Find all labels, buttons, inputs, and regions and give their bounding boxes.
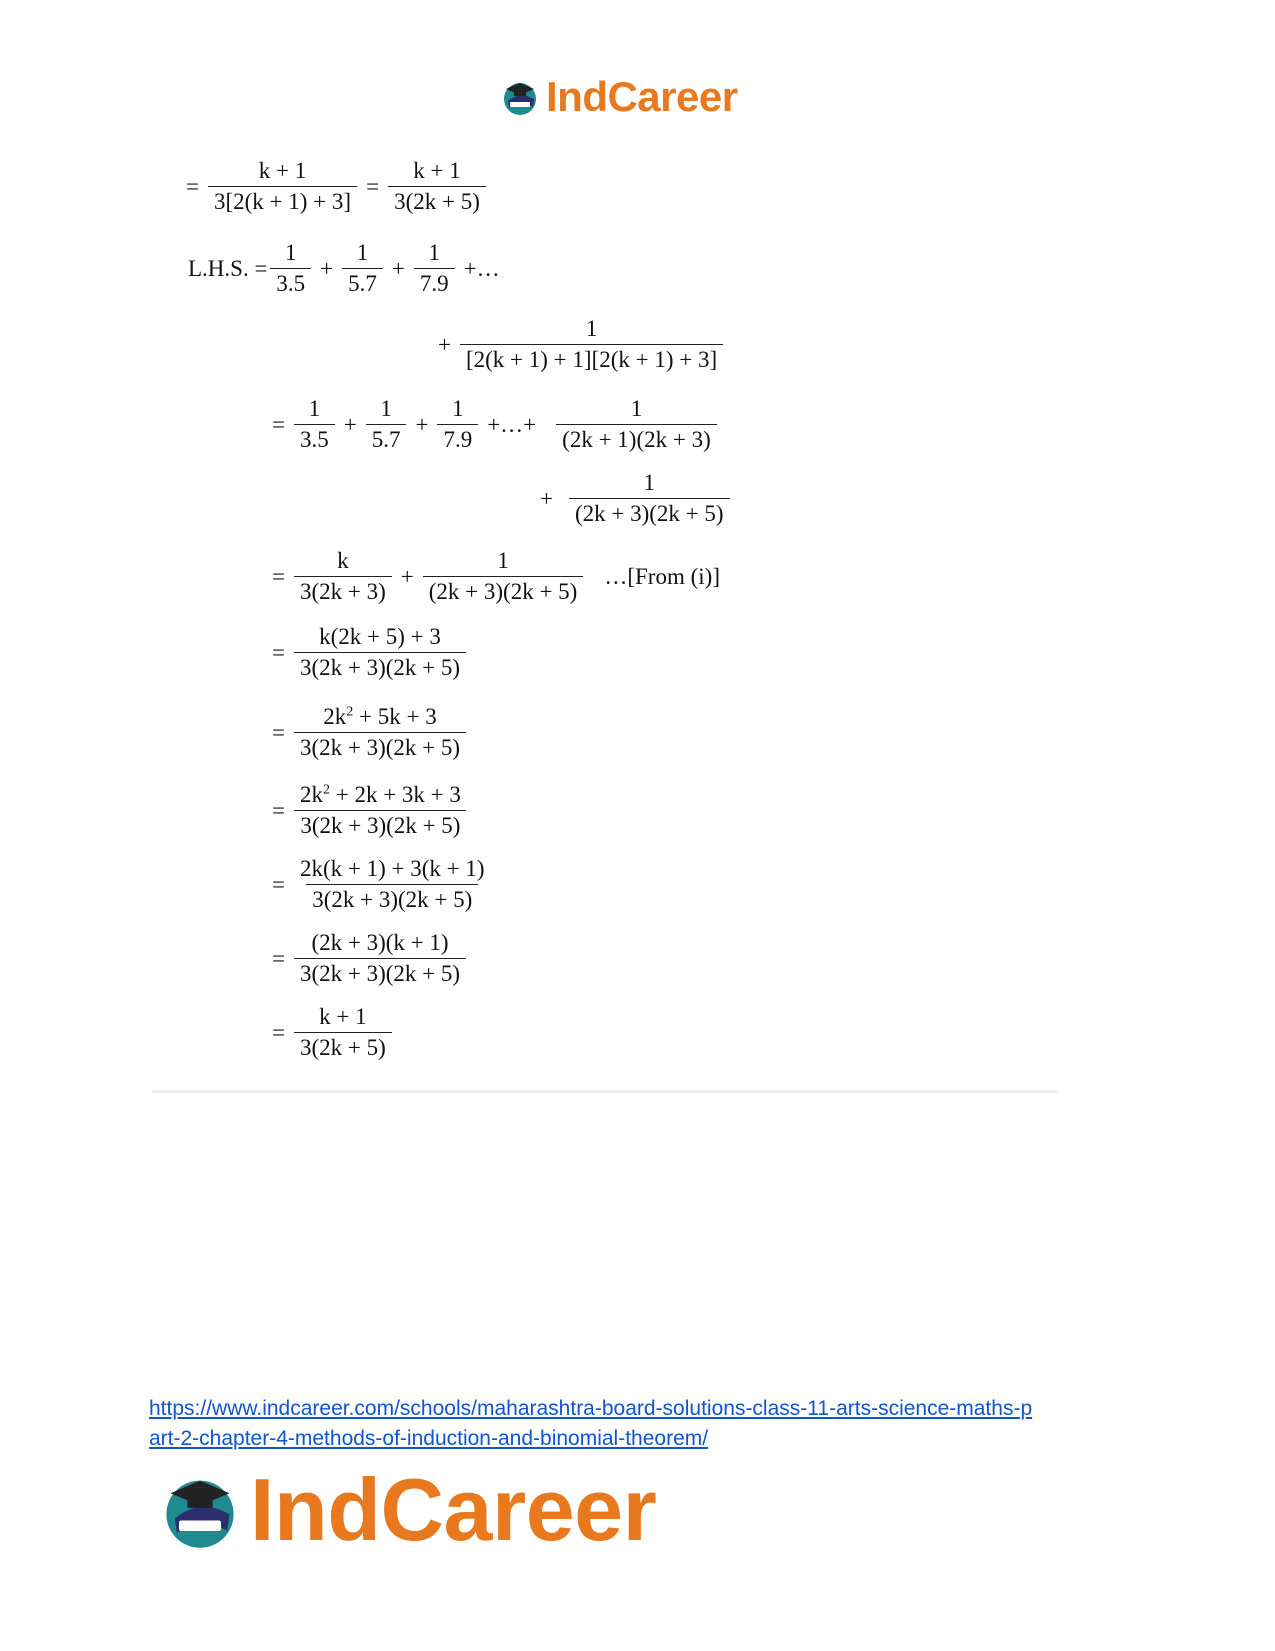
denominator: 3.5	[270, 268, 311, 297]
fraction	[294, 856, 491, 913]
denominator: 5.7	[342, 268, 383, 297]
fraction	[270, 240, 311, 297]
fraction	[294, 704, 466, 761]
math-line-5	[534, 470, 733, 527]
denominator: (2k + 3)(2k + 5)	[569, 498, 730, 527]
numerator: k + 1	[258, 158, 307, 183]
exponent: 2	[322, 782, 330, 798]
fraction	[294, 930, 466, 987]
numerator	[294, 782, 467, 810]
fraction	[294, 1004, 392, 1061]
numerator: (2k + 3)(k + 1)	[311, 930, 449, 955]
numerator	[317, 704, 442, 732]
logo-text: IndCareer	[250, 1460, 657, 1559]
numerator: 2k(k + 1) + 3(k + 1)	[299, 856, 485, 881]
denominator: 5.7	[366, 424, 407, 453]
numerator: k + 1	[319, 1004, 367, 1029]
math-line-8	[266, 704, 469, 761]
math-line-4	[266, 396, 720, 453]
math-line-1	[180, 158, 489, 215]
numerator: 1	[285, 240, 297, 265]
denominator: 3.5	[294, 424, 335, 453]
denominator: 3(2k + 5)	[388, 186, 486, 215]
footer-url[interactable]	[149, 1394, 1149, 1454]
fraction	[366, 396, 407, 453]
denominator: 7.9	[437, 424, 478, 453]
lhs-label: L.H.S. =	[188, 255, 268, 281]
fraction	[208, 158, 357, 215]
math-line-11	[266, 930, 469, 987]
term: + 2k + 3k + 3	[329, 782, 461, 807]
ellipsis: +…	[463, 255, 500, 281]
footer-logo	[158, 1460, 657, 1559]
denominator: 3(2k + 3)(2k + 5)	[294, 732, 466, 761]
numerator: 1	[630, 396, 643, 421]
plus-sign: +	[415, 411, 429, 437]
equals-sign: =	[272, 1019, 285, 1045]
fraction	[294, 396, 335, 453]
fraction	[460, 316, 723, 373]
numerator: 1	[356, 240, 369, 265]
denominator: 3(2k + 3)(2k + 5)	[294, 810, 466, 839]
numerator: k	[337, 548, 349, 573]
plus-sign: +	[438, 331, 451, 357]
content-divider	[152, 1090, 1058, 1093]
numerator: k(2k + 5) + 3	[319, 624, 441, 649]
fraction	[388, 158, 486, 215]
term: + 5k + 3	[353, 704, 437, 729]
equals-sign: =	[366, 173, 380, 199]
fraction	[294, 624, 466, 681]
exponent: 2	[346, 704, 354, 720]
fraction	[294, 548, 392, 605]
denominator: (2k + 3)(2k + 5)	[423, 576, 584, 605]
denominator: 3(2k + 3)(2k + 5)	[306, 884, 478, 913]
plus-sign: +	[391, 255, 405, 281]
denominator: [2(k + 1) + 1][2(k + 1) + 3]	[460, 344, 723, 373]
numerator: 1	[380, 396, 392, 421]
numerator: 1	[643, 470, 656, 495]
source-link-line-1[interactable]: https://www.indcareer.com/schools/maharashtra-board-solutions-class-11-arts-science-maths-p	[149, 1397, 1033, 1420]
logo-text: IndCareer	[546, 73, 738, 120]
source-link-line-2[interactable]: art-2-chapter-4-methods-of-induction-and-binomial-theorem/	[149, 1427, 709, 1450]
fraction	[556, 396, 717, 453]
reference-note: …[From (i)]	[604, 563, 720, 589]
denominator: 3(2k + 3)(2k + 5)	[294, 958, 466, 987]
fraction	[342, 240, 383, 297]
numerator: 1	[497, 548, 509, 573]
equals-sign: =	[272, 563, 285, 589]
denominator: 3(2k + 3)(2k + 5)	[294, 652, 466, 681]
term: 2k	[299, 782, 323, 807]
fraction	[437, 396, 478, 453]
plus-sign: +	[540, 485, 553, 511]
denominator: 3(2k + 5)	[294, 1032, 392, 1061]
equals-sign: =	[272, 871, 285, 897]
math-line-9	[266, 782, 470, 839]
math-line-3	[432, 316, 726, 373]
numerator: 1	[428, 240, 441, 265]
fraction	[569, 470, 730, 527]
numerator: 1	[308, 396, 321, 421]
equals-sign: =	[272, 639, 285, 665]
numerator: 1	[585, 316, 598, 341]
math-line-12	[266, 1004, 395, 1061]
denominator: 3(2k + 3)	[294, 576, 392, 605]
fraction	[294, 782, 467, 839]
plus-sign: +	[320, 255, 334, 281]
denominator: 7.9	[414, 268, 455, 297]
equals-sign: =	[272, 945, 285, 971]
graduation-globe-icon	[158, 1468, 242, 1552]
math-line-10	[266, 856, 494, 913]
plus-sign: +	[343, 411, 357, 437]
math-line-2	[188, 240, 506, 297]
plus-sign: +	[400, 563, 414, 589]
fraction	[414, 240, 455, 297]
math-line-6	[266, 548, 720, 605]
numerator: k + 1	[413, 158, 461, 183]
numerator: 1	[452, 396, 464, 421]
equals-sign: =	[272, 411, 285, 437]
denominator: (2k + 1)(2k + 3)	[556, 424, 717, 453]
denominator: 3[2(k + 1) + 3]	[208, 186, 357, 215]
fraction	[423, 548, 584, 605]
equals-sign: =	[186, 173, 199, 199]
math-line-7	[266, 624, 469, 681]
ellipsis: +…+	[487, 411, 537, 437]
equals-sign: =	[272, 797, 285, 823]
equals-sign: =	[272, 719, 285, 745]
term: 2k	[323, 704, 347, 729]
